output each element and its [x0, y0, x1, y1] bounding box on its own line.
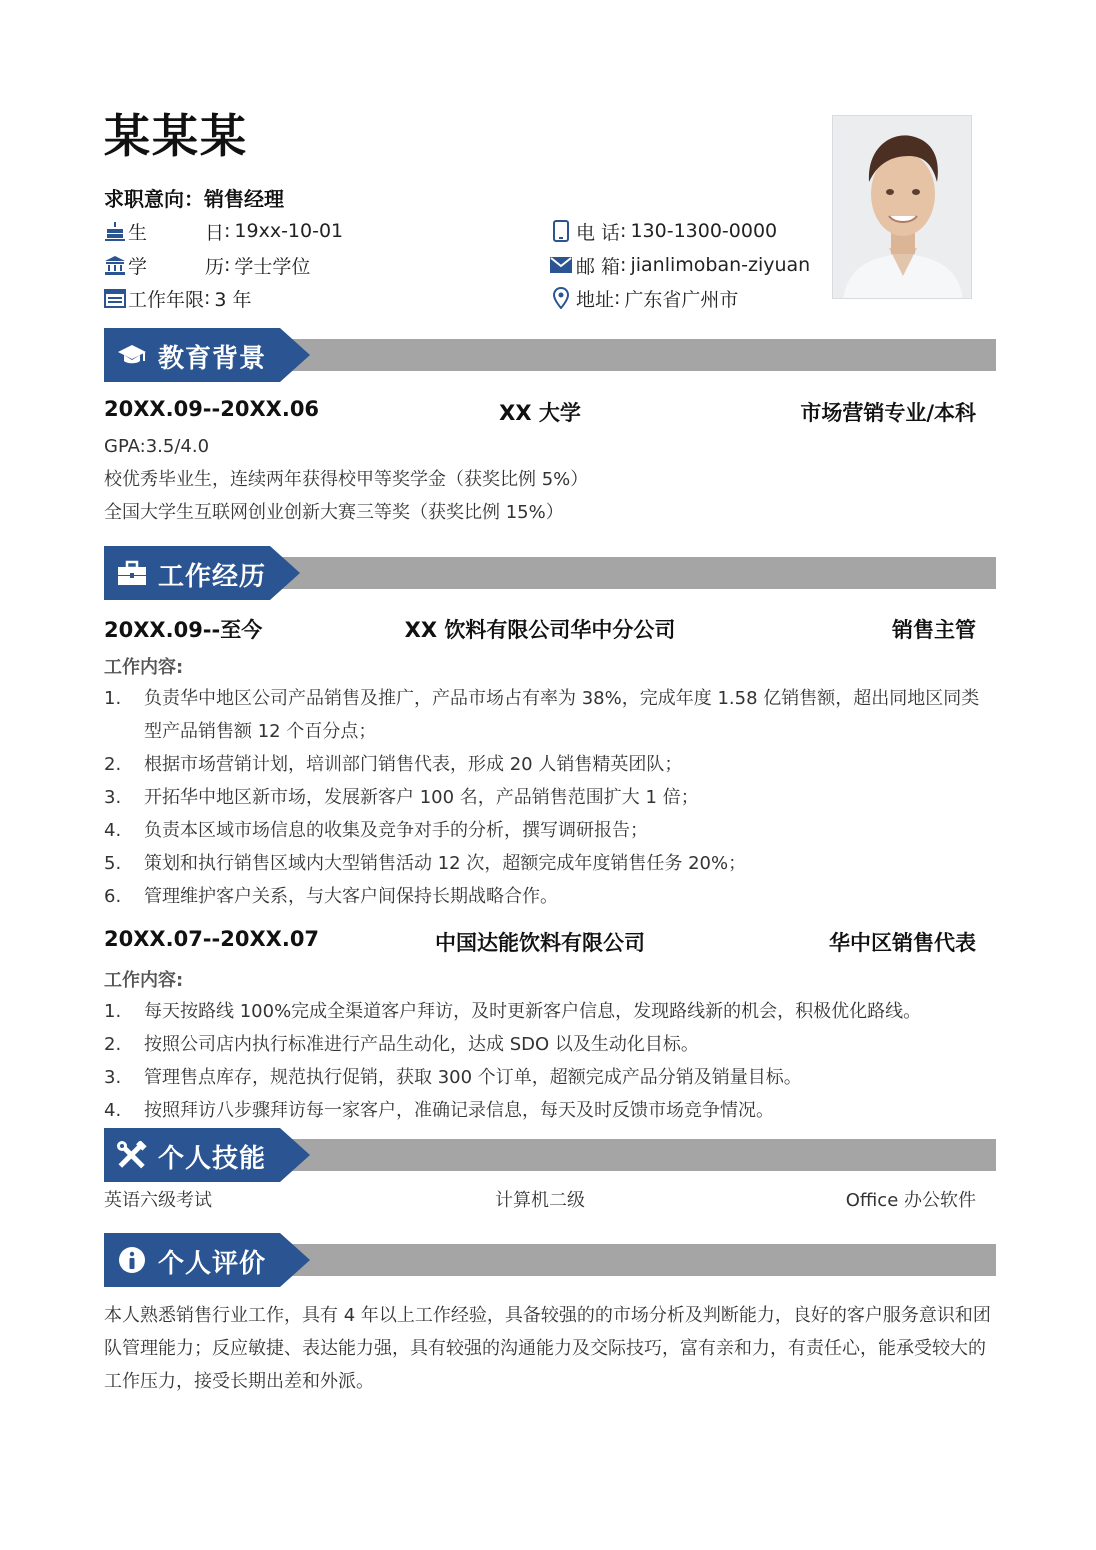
education-school: XX 大学 — [499, 401, 581, 425]
cake-icon — [104, 220, 126, 242]
skill-item: 计算机二级 — [495, 1190, 585, 1211]
list-item: 3. 开拓华中地区新市场，发展新客户 100 名，产品销售范围扩大 1 倍； — [104, 787, 699, 808]
work-role: 销售主管 — [892, 618, 976, 642]
work-content-label: 工作内容: — [104, 970, 184, 991]
info-years-value: 3 年 — [214, 288, 252, 311]
avatar-photo — [832, 115, 972, 299]
location-icon — [550, 287, 572, 309]
info-address-label: 地址 — [576, 288, 615, 311]
info-email: 邮 箱 : jianlimoban-ziyuan — [550, 250, 810, 280]
candidate-name: 某某某 — [104, 109, 248, 163]
tools-icon — [116, 1141, 148, 1169]
info-birthday: 生 日 : 19xx-10-01 — [104, 216, 343, 246]
info-icon — [116, 1246, 148, 1274]
work-content-label: 工作内容: — [104, 657, 184, 678]
skill-item: Office 办公软件 — [845, 1190, 976, 1211]
work-role: 华中区销售代表 — [829, 931, 976, 955]
list-item: 1. 负责华中地区公司产品销售及推广，产品市场占有率为 38%，完成年度 1.58 亿销售额，超出同地区同类型产品销售额 12 个百分点； — [104, 688, 980, 742]
education-line: GPA:3.5/4.0 — [104, 436, 210, 457]
info-email-value: jianlimoban-ziyuan — [630, 254, 811, 276]
list-item: 2. 按照公司店内执行标准进行产品生动化，达成 SDO 以及生动化目标。 — [104, 1034, 699, 1055]
work-row — [104, 927, 976, 957]
section-education-title: 教育背景 — [158, 344, 267, 374]
section-evaluation-header — [104, 1233, 996, 1287]
work-row — [104, 614, 976, 644]
info-phone-value: 130-1300-0000 — [630, 220, 778, 242]
work-period: 20XX.09--至今 — [104, 618, 263, 642]
evaluation-text: 本人熟悉销售行业工作，具有 4 年以上工作经验，具备较强的的市场分析及判断能力，良好的客户服务意识和团队管理能力；反应敏捷、表达能力强，具有较强的沟通能力及交际技巧，富有亲和力，有责任心，能承受较大的工作压力，接受长期出差和外派。 — [104, 1305, 991, 1392]
info-years-label: 工作年限 — [128, 288, 205, 311]
section-work-title: 工作经历 — [158, 562, 267, 592]
skills-row — [104, 1186, 976, 1216]
calendar-icon — [104, 287, 126, 309]
section-work-header — [104, 546, 996, 600]
info-education: 学 历 : 学士学位 — [104, 250, 310, 280]
info-email-label: 邮 箱 — [576, 255, 621, 278]
education-line: 校优秀毕业生，连续两年获得校甲等奖学金（获奖比例 5%） — [104, 469, 589, 490]
section-skills-header — [104, 1128, 996, 1182]
university-icon — [104, 254, 126, 276]
info-education-label: 学 历 — [128, 255, 224, 278]
info-address: 地址 : 广东省广州市 — [550, 283, 738, 313]
education-line: 全国大学生互联网创业创新大赛三等奖（获奖比例 15%） — [104, 502, 564, 523]
info-education-value: 学士学位 — [234, 255, 311, 278]
list-item: 2. 根据市场营销计划，培训部门销售代表，形成 20 人销售精英团队； — [104, 754, 683, 775]
education-period: 20XX.09--20XX.06 — [104, 397, 320, 421]
list-item: 1. 每天按路线 100%完成全渠道客户拜访，及时更新客户信息，发现路线新的机会，积极优化路线。 — [104, 1001, 922, 1022]
section-bar — [254, 557, 996, 589]
section-bar — [254, 339, 996, 371]
list-item: 5. 策划和执行销售区域内大型销售活动 12 次，超额完成年度销售任务 20%； — [104, 853, 747, 874]
info-birthday-label: 生 日 — [128, 221, 224, 244]
skill-item: 英语六级考试 — [104, 1190, 212, 1211]
phone-icon — [550, 220, 572, 242]
work-company: XX 饮料有限公司华中分公司 — [404, 618, 676, 642]
list-item: 4. 负责本区域市场信息的收集及竞争对手的分析，撰写调研报告； — [104, 820, 648, 841]
section-evaluation-title: 个人评价 — [158, 1249, 267, 1279]
work-company: 中国达能饮料有限公司 — [435, 931, 645, 955]
job-intent: 求职意向：销售经理 — [104, 187, 284, 211]
list-item: 4. 按照拜访八步骤拜访每一家客户，准确记录信息，每天及时反馈市场竞争情况。 — [104, 1100, 774, 1121]
mail-icon — [550, 254, 572, 276]
section-bar — [254, 1244, 996, 1276]
briefcase-icon — [116, 559, 148, 587]
info-birthday-value: 19xx-10-01 — [234, 220, 344, 242]
section-education-header — [104, 328, 996, 382]
section-bar — [254, 1139, 996, 1171]
info-phone-label: 电 话 — [576, 221, 621, 244]
info-years: 工作年限 : 3 年 — [104, 283, 252, 313]
list-item: 3. 管理售点库存，规范执行促销，获取 300 个订单，超额完成产品分销及销量目标。 — [104, 1067, 802, 1088]
info-phone: 电 话 : 130-1300-0000 — [550, 216, 777, 246]
education-major: 市场营销专业/本科 — [800, 401, 976, 425]
education-row — [104, 397, 976, 427]
section-skills-title: 个人技能 — [158, 1144, 267, 1174]
info-address-value: 广东省广州市 — [624, 288, 739, 311]
work-period: 20XX.07--20XX.07 — [104, 927, 320, 951]
list-item: 6. 管理维护客户关系，与大客户间保持长期战略合作。 — [104, 886, 558, 907]
graduation-cap-icon — [116, 341, 148, 369]
